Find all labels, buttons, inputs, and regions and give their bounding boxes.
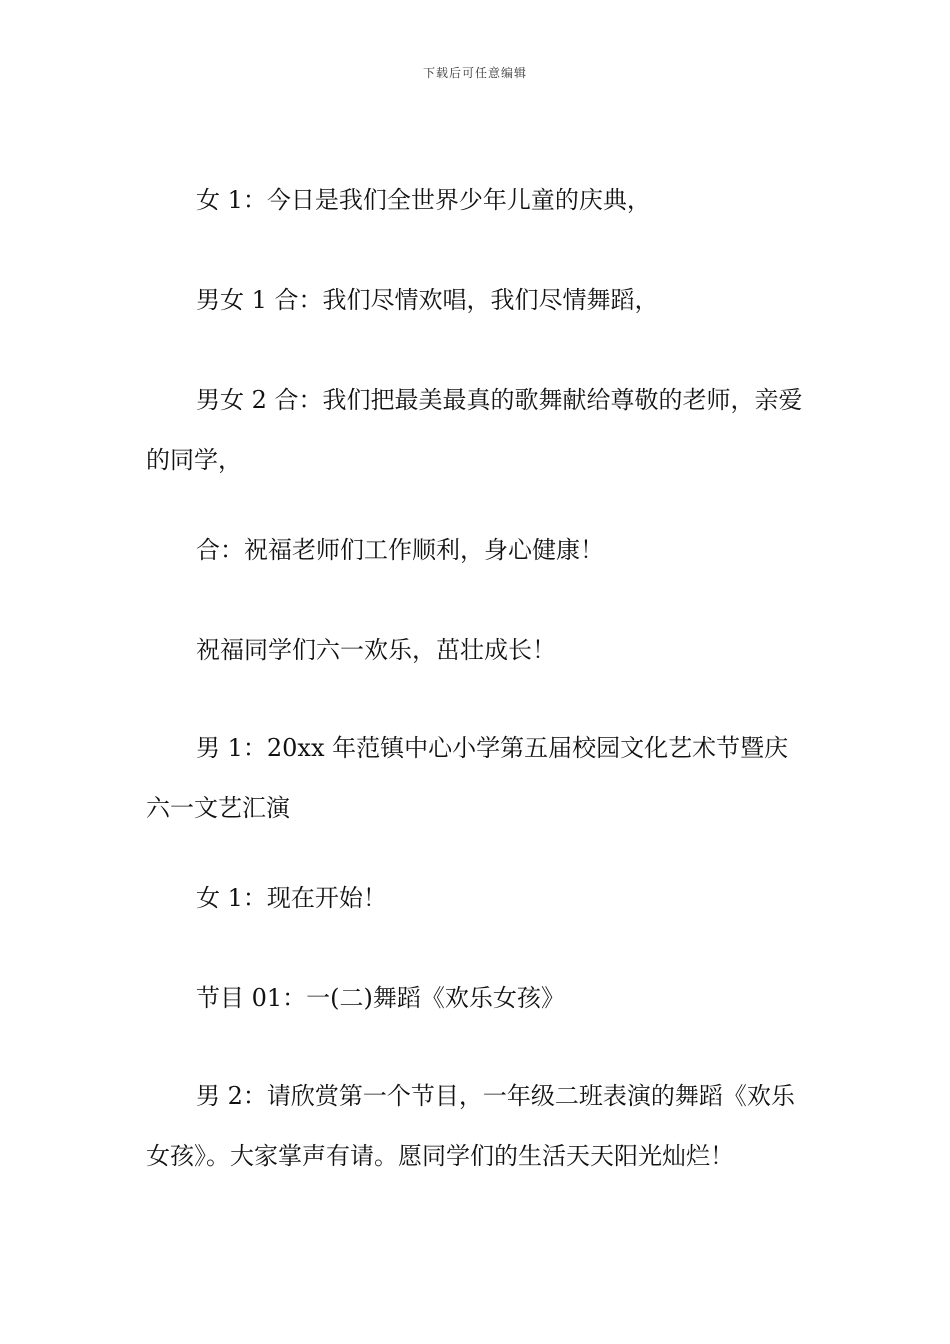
- paragraph-1: 女 1：今日是我们全世界少年儿童的庆典，: [196, 186, 651, 214]
- paragraph-3: 男女 2 合：我们把最美最真的歌舞献给尊敬的老师，亲爱的同学，: [146, 386, 803, 474]
- page-header-note: 下载后可任意编辑: [422, 66, 527, 80]
- paragraph-8: 节目 01：一(二)舞蹈《欢乐女孩》: [196, 984, 565, 1012]
- paragraph-2: 男女 1 合：我们尽情欢唱，我们尽情舞蹈，: [196, 286, 659, 314]
- paragraph-4: 合：祝福老师们工作顺利，身心健康！: [196, 536, 604, 564]
- paragraph-7: 女 1：现在开始！: [196, 884, 387, 912]
- paragraph-5: 祝福同学们六一欢乐，茁壮成长！: [196, 636, 556, 664]
- paragraph-6: 男 1：20xx 年范镇中心小学第五届校园文化艺术节暨庆六一文艺汇演: [146, 734, 789, 822]
- paragraph-9: 男 2：请欣赏第一个节目，一年级二班表演的舞蹈《欢乐女孩》。大家掌声有请。愿同学们的生活天天阳光灿烂！: [146, 1082, 795, 1170]
